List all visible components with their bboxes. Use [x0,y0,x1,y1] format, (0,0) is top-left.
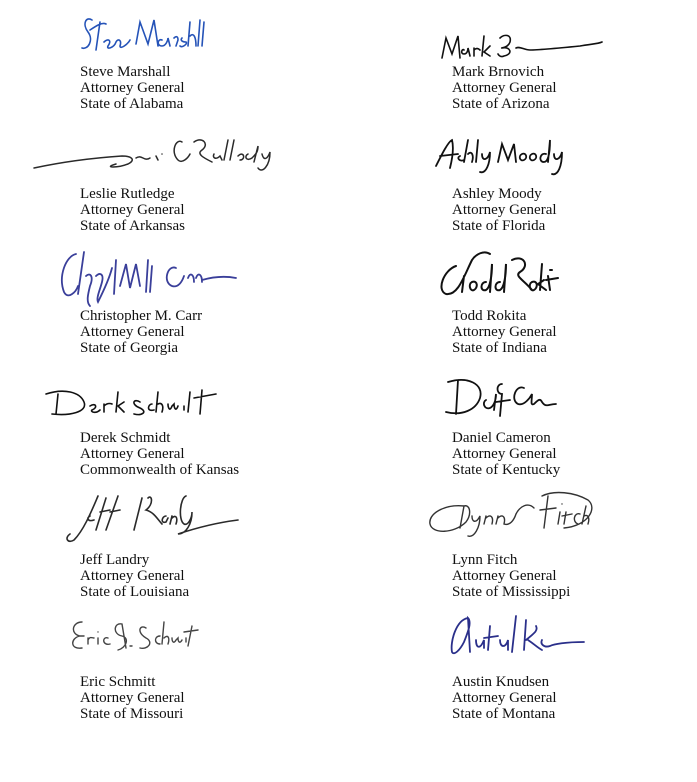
handwritten-signature [434,246,559,300]
handwritten-signature [424,486,596,546]
signatory-jurisdiction: State of Mississippi [452,584,571,600]
signatory-title: Attorney General [452,568,557,584]
signatory-jurisdiction: State of Alabama [80,96,184,112]
signatory-jurisdiction: State of Georgia [80,340,179,356]
signatory-title: Attorney General [452,80,557,96]
signatory-title: Attorney General [452,202,557,218]
signatory-jurisdiction: State of Montana [452,706,556,722]
signatory-jurisdiction: State of Florida [452,218,546,234]
signatory-title: Attorney General [80,446,185,462]
signatory-title: Attorney General [80,202,185,218]
signatory-title: Attorney General [80,690,185,706]
signatory-name: Austin Knudsen [452,674,550,690]
handwritten-signature [56,246,241,308]
signatory-name: Ashley Moody [452,186,542,202]
signatory-title: Attorney General [452,324,557,340]
signatory-jurisdiction: State of Kentucky [452,462,561,478]
handwritten-signature [78,14,208,58]
signatory-name: Christopher M. Carr [80,308,203,324]
signatory-name: Daniel Cameron [452,430,551,446]
handwritten-signature [440,28,605,64]
signatory-name: Lynn Fitch [452,552,518,568]
handwritten-signature [444,374,559,422]
signatory-title: Attorney General [80,324,185,340]
signatory-title: Attorney General [80,568,185,584]
signatory-jurisdiction: State of Indiana [452,340,547,356]
handwritten-signature [62,490,242,546]
signatory-jurisdiction: Commonwealth of Kansas [80,462,240,478]
handwritten-signature [68,614,198,658]
handwritten-signature [44,384,224,420]
signatory-name: Leslie Rutledge [80,186,175,202]
signatory-jurisdiction: State of Missouri [80,706,184,722]
handwritten-signature [432,134,582,178]
signatory-name: Steve Marshall [80,64,171,80]
handwritten-signature [446,612,588,660]
signatory-name: Todd Rokita [452,308,527,324]
signatory-name: Derek Schmidt [80,430,171,446]
signatory-title: Attorney General [452,690,557,706]
signatory-name: Eric Schmitt [80,674,156,690]
signatory-jurisdiction: State of Arkansas [80,218,185,234]
handwritten-signature [32,132,272,176]
signatory-title: Attorney General [80,80,185,96]
signatory-name: Jeff Landry [80,552,150,568]
signatory-jurisdiction: State of Louisiana [80,584,190,600]
signatory-title: Attorney General [452,446,557,462]
signatory-name: Mark Brnovich [452,64,545,80]
signatory-jurisdiction: State of Arizona [452,96,550,112]
